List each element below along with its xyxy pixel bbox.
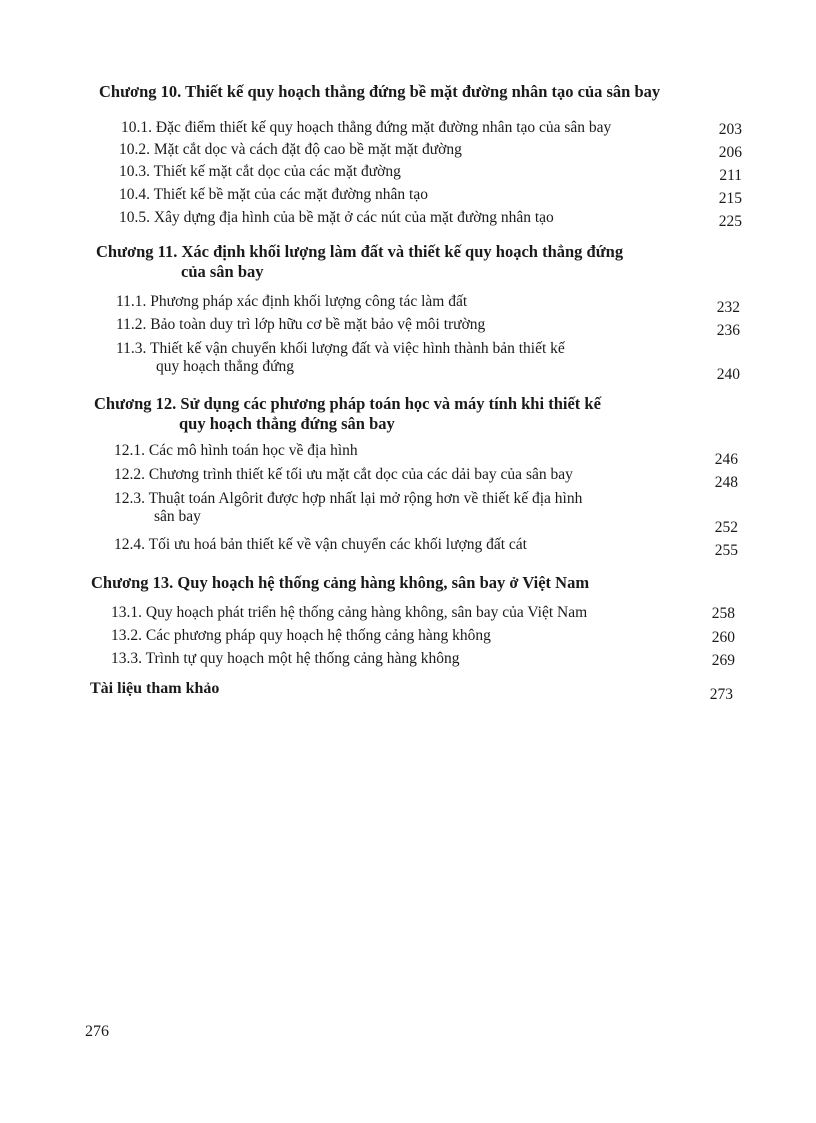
chapter-11-title — [96, 242, 623, 282]
chapter-13-title: Chương 13. Quy hoạch hệ thống cảng hàng không, sân bay ở Việt Nam — [91, 573, 590, 592]
chapter-12-title-line1: Chương 12. Sử dụng các phương pháp toán học và máy tính khi thiết kế — [94, 394, 601, 413]
toc-page-10-1: 203 — [718, 121, 742, 138]
toc-entry-11-3-line1: 11.3. Thiết kế vận chuyển khối lượng đất và việc hình thành bản thiết kế — [116, 340, 565, 357]
toc-page-10-4: 215 — [718, 190, 742, 207]
toc-entry-12-3-line2: sân bay — [154, 508, 201, 525]
toc-entry-12-4: 12.4. Tối ưu hoá bản thiết kế về vận chuyển các khối lượng đất cát — [114, 536, 527, 553]
toc-page-13-2: 260 — [711, 629, 735, 646]
toc-entry-12-3 — [114, 490, 582, 526]
chapter-11-title-line2: của sân bay — [181, 262, 264, 281]
references-page: 273 — [709, 686, 733, 703]
toc-entry-12-3-line1: 12.3. Thuật toán Algôrit được hợp nhất lại mở rộng hơn về thiết kế địa hình — [114, 490, 583, 507]
toc-page-11-2: 236 — [716, 322, 740, 339]
toc-entry-11-3-line2: quy hoạch thẳng đứng — [156, 358, 294, 375]
chapter-12-title-line2: quy hoạch thẳng đứng sân bay — [179, 414, 395, 433]
toc-page-10-3: 211 — [719, 167, 742, 184]
toc-entry-13-2: 13.2. Các phương pháp quy hoạch hệ thống cảng hàng không — [111, 627, 491, 644]
toc-page-12-4: 255 — [714, 542, 738, 559]
toc-page-11-1: 232 — [716, 299, 740, 316]
toc-entry-13-3: 13.3. Trình tự quy hoạch một hệ thống cảng hàng không — [111, 650, 460, 667]
toc-entry-10-2: 10.2. Mặt cắt dọc và cách đặt độ cao bề mặt mặt đường — [119, 141, 462, 158]
toc-entry-10-4: 10.4. Thiết kế bề mặt của các mặt đường nhân tạo — [119, 186, 428, 203]
toc-page-12-1: 246 — [714, 451, 738, 468]
toc-page-11-3: 240 — [716, 366, 740, 383]
chapter-10-title: Chương 10. Thiết kế quy hoạch thẳng đứng bề mặt đường nhân tạo của sân bay — [99, 82, 661, 101]
toc-page-12-2: 248 — [714, 474, 738, 491]
toc-page-10-5: 225 — [718, 213, 742, 230]
toc-page-13-3: 269 — [711, 652, 735, 669]
chapter-12-title — [94, 394, 601, 434]
references-title: Tài liệu tham khảo — [90, 680, 220, 697]
toc-entry-11-2: 11.2. Bảo toàn duy trì lớp hữu cơ bề mặt bảo vệ môi trường — [116, 316, 486, 333]
toc-entry-11-1: 11.1. Phương pháp xác định khối lượng công tác làm đất — [116, 293, 468, 310]
toc-page-10-2: 206 — [718, 144, 742, 161]
toc-entry-10-1: 10.1. Đặc điểm thiết kế quy hoạch thẳng đứng mặt đường nhân tạo của sân bay — [121, 119, 612, 136]
toc-entry-11-3 — [116, 340, 565, 376]
toc-page-12-3: 252 — [714, 519, 738, 536]
page-number: 276 — [85, 1023, 109, 1040]
chapter-11-title-line1: Chương 11. Xác định khối lượng làm đất và thiết kế quy hoạch thẳng đứng — [96, 242, 624, 261]
toc-entry-10-5: 10.5. Xây dựng địa hình của bề mặt ở các nút của mặt đường nhân tạo — [119, 209, 554, 226]
toc-entry-10-3: 10.3. Thiết kế mặt cắt dọc của các mặt đường — [119, 163, 401, 180]
toc-entry-13-1: 13.1. Quy hoạch phát triển hệ thống cảng hàng không, sân bay của Việt Nam — [111, 604, 588, 621]
toc-entry-12-2: 12.2. Chương trình thiết kế tối ưu mặt cắt dọc của các dải bay của sân bay — [114, 466, 573, 483]
toc-entry-12-1: 12.1. Các mô hình toán học về địa hình — [114, 442, 358, 459]
toc-page-13-1: 258 — [711, 605, 735, 622]
